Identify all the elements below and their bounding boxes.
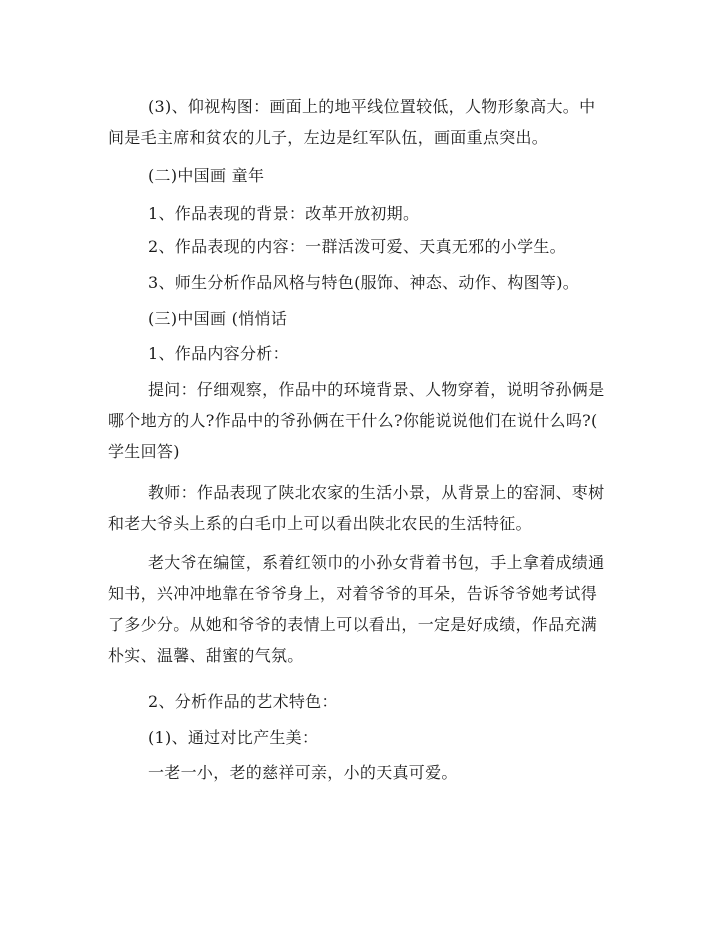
paragraph-line: 2、作品表现的内容：一群活泼可爱、天真无邪的小学生。	[148, 237, 566, 256]
section-heading-whisper	[108, 303, 608, 334]
item-art-features	[108, 686, 608, 717]
paragraph-line: 提问：仔细观察，作品中的环境背景、人物穿着，说明爷孙俩是	[148, 380, 605, 399]
paragraph-line: 1、作品内容分析：	[148, 344, 289, 363]
item-style-analysis	[108, 267, 608, 298]
paragraph-line: 哪个地方的人?作品中的爷孙俩在干什么?你能说说他们在说什么吗?(	[108, 411, 598, 430]
paragraph-line: 了多少分。从她和爷爷的表情上可以看出，一定是好成绩，作品充满	[108, 615, 598, 634]
paragraph-upward-composition	[108, 91, 608, 153]
paragraph-line: 和老大爷头上系的白毛巾上可以看出陕北农民的生活特征。	[108, 514, 532, 533]
paragraph-line: 教师：作品表现了陕北农家的生活小景，从背景上的窑洞、枣树	[148, 483, 605, 502]
paragraph-line: 学生回答)	[108, 442, 180, 461]
section-heading-childhood	[108, 160, 608, 191]
item-contrast-beauty	[108, 722, 608, 753]
paragraph-line: (1)、通过对比产生美：	[148, 728, 319, 747]
paragraph-line: 1、作品表现的背景：改革开放初期。	[148, 204, 420, 223]
paragraph-question	[108, 374, 608, 467]
paragraph-grandpa	[108, 547, 608, 671]
item-content	[108, 231, 608, 262]
paragraph-line: 2、分析作品的艺术特色：	[148, 692, 338, 711]
paragraph-teacher	[108, 477, 608, 539]
paragraph-line: (三)中国画 (悄悄话	[148, 309, 288, 328]
paragraph-line: 知书，兴冲冲地靠在爷爷身上，对着爷爷的耳朵，告诉爷爷她考试得	[108, 584, 598, 603]
paragraph-line: 3、师生分析作品风格与特色(服饰、神态、动作、构图等)。	[148, 273, 580, 292]
item-background	[108, 198, 608, 229]
paragraph-line: 老大爷在编筐，系着红领巾的小孙女背着书包，手上拿着成绩通	[148, 553, 605, 572]
paragraph-old-young	[108, 757, 608, 788]
item-content-analysis	[108, 338, 608, 369]
paragraph-line: 朴实、温馨、甜蜜的气氛。	[108, 646, 304, 665]
paragraph-line: (3)、仰视构图：画面上的地平线位置较低，人物形象高大。中	[148, 97, 596, 116]
paragraph-line: 一老一小，老的慈祥可亲，小的天真可爱。	[148, 763, 458, 782]
paragraph-line: 间是毛主席和贫农的儿子，左边是红军队伍，画面重点突出。	[108, 128, 549, 147]
paragraph-line: (二)中国画 童年	[148, 166, 265, 185]
